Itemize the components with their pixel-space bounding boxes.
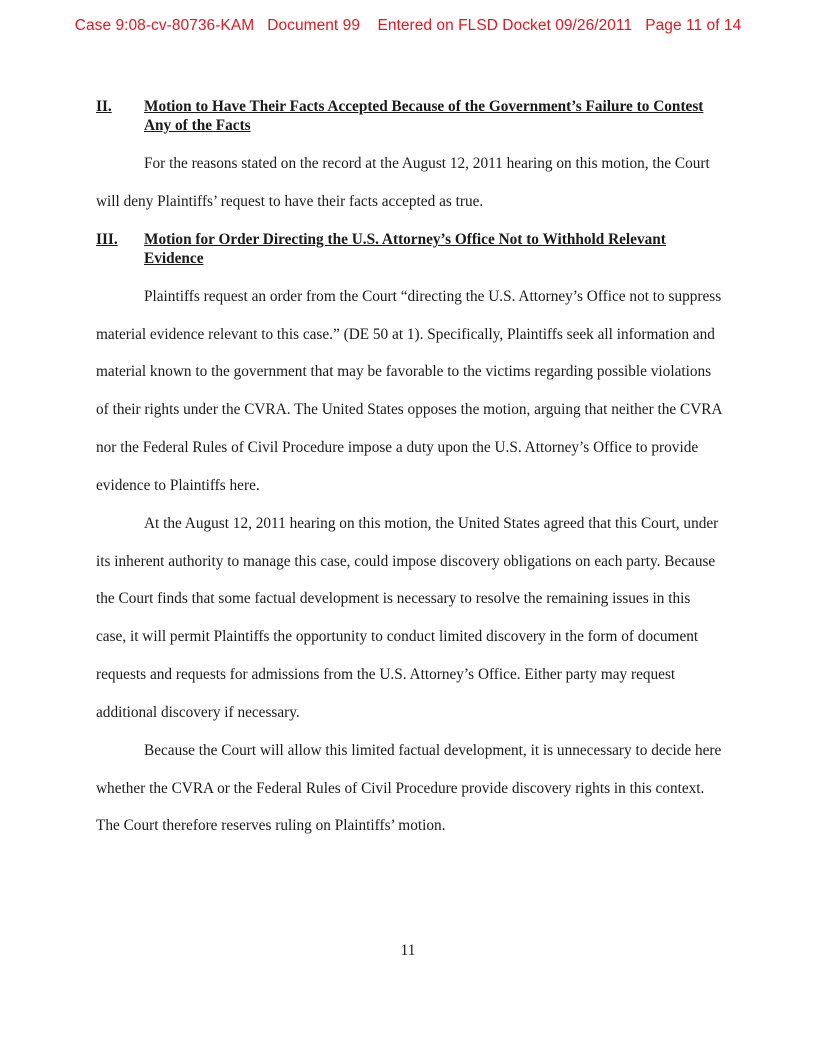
docket-entry: Entered on FLSD Docket 09/26/2011 (377, 17, 633, 34)
section-number: III. (96, 231, 118, 248)
page-number: 11 (400, 942, 416, 959)
case-number: Case 9:08-cv-80736-KAM (74, 17, 255, 34)
paragraph: At the August 12, 2011 hearing on this motion, the United States agreed that this Court, under its inherent authority to manage this case, could impose discovery obligations on each party. Because the Court finds that some factual development is necessary to resolve the remaining issues in this case, it will permit Plaintiffs the opportunity to conduct limited discovery in the form of document requests and requests for admissions from the U.S. Attorney’s Office. Either party may request additional discovery if necessary. (96, 515, 719, 721)
section-title: Motion to Have Their Facts Accepted Because of the Government’s Failure to Contest Any of the Facts (144, 98, 704, 134)
section-heading-iii (96, 230, 716, 268)
paragraph: For the reasons stated on the record at the August 12, 2011 hearing on this motion, the Court will deny Plaintiffs’ request to have their facts accepted as true. (96, 155, 710, 210)
page-count: Page 11 of 14 (645, 17, 742, 34)
docket-header (0, 17, 816, 35)
section-heading-ii (96, 97, 716, 135)
section-number: II. (96, 98, 112, 115)
section-title: Motion for Order Directing the U.S. Attorney’s Office Not to Withhold Relevant Evidence (144, 231, 666, 267)
document-number: Document 99 (267, 17, 360, 34)
paragraph: Plaintiffs request an order from the Court “directing the U.S. Attorney’s Office not to suppress material evidence relevant to this case.” (DE 50 at 1). Specifically, Plaintiffs seek all information and material known to the government that may be favorable to the victims regarding possible violations of their rights under the CVRA. The United States opposes the motion, arguing that neither the CVRA nor the Federal Rules of Civil Procedure impose a duty upon the U.S. Attorney’s Office to provide evidence to Plaintiffs here. (96, 288, 722, 494)
paragraph: Because the Court will allow this limited factual development, it is unnecessary to decide here whether the CVRA or the Federal Rules of Civil Procedure provide discovery rights in this context. The Court therefore reserves ruling on Plaintiffs’ motion. (96, 742, 722, 835)
